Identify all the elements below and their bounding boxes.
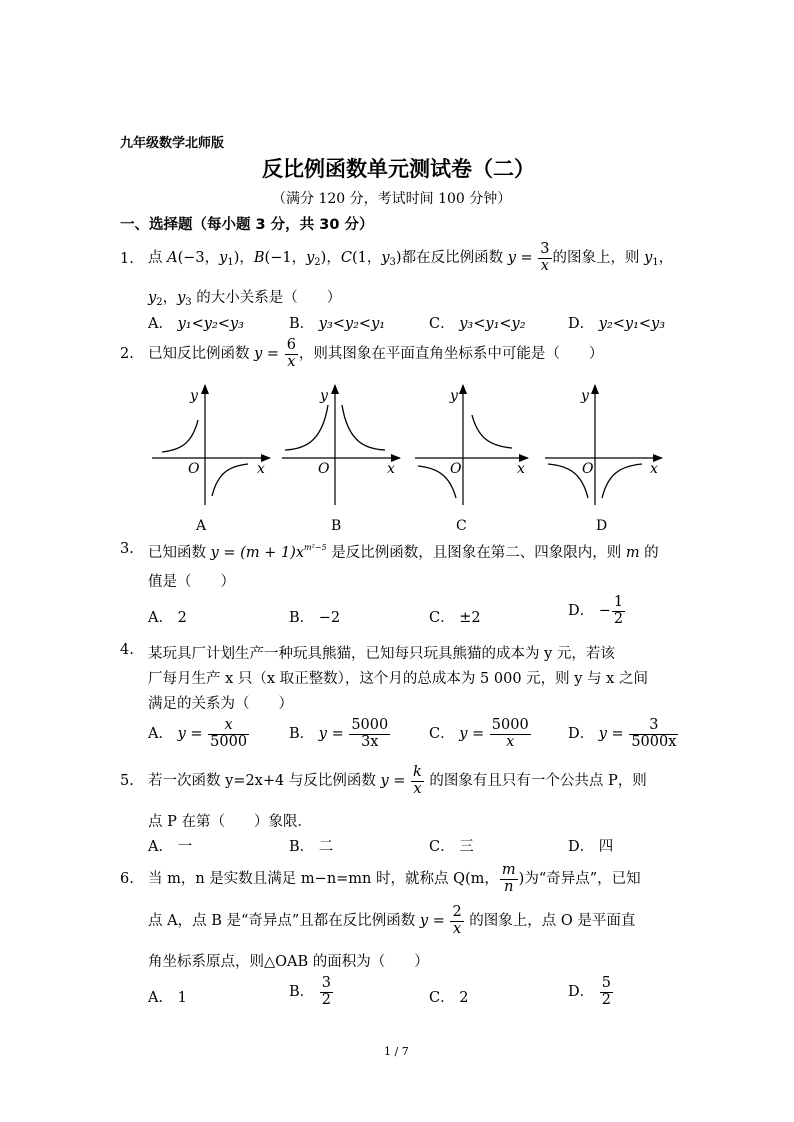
question-4-line-1: 某玩具厂计划生产一种玩具熊猫，已知每只玩具熊猫的成本为 y 元，若该 — [148, 646, 615, 662]
answer-graphs — [140, 380, 680, 540]
page-number: 1 / 7 — [384, 1045, 409, 1058]
question-6-number: 6. — [120, 871, 134, 887]
option-d[interactable]: D． 四 — [568, 839, 614, 855]
caption-a: A — [196, 518, 207, 534]
fraction-3-over-x: $\frac{3}{x}$ — [540, 241, 550, 274]
option-c[interactable]: C． 2 — [429, 990, 469, 1006]
svg-text:O: O — [450, 461, 462, 477]
option-c[interactable]: C． ±2 — [429, 610, 481, 626]
svg-text:x: x — [387, 461, 395, 477]
option-b[interactable]: B． −2 — [289, 610, 341, 626]
option-c[interactable]: C． 三 — [429, 839, 474, 855]
question-6-line-3: 角坐标系原点，则△OAB 的面积为（ ） — [148, 954, 429, 970]
option-b[interactable]: B． $\frac{3}{2}$ — [289, 975, 331, 1008]
svg-text:y: y — [581, 388, 589, 404]
svg-text:O: O — [188, 461, 200, 477]
question-5-line-2: 点 P 在第（ ）象限． — [148, 814, 312, 830]
question-4-number: 4. — [120, 642, 134, 658]
graph-a[interactable] — [152, 385, 270, 505]
question-4-line-2: 厂每月生产 x 只（x 取正整数），这个月的总成本为 5 000 元，则 y 与 x 之间 — [148, 671, 648, 687]
fraction-6-over-x: $\frac{6}{x}$ — [286, 337, 296, 370]
question-1-line-1: 点 A(−3，$y_1$)，B(−1，$y_2$)，C(1，$y_3$)都在反比例函数 y = $\frac{3}{x}$ 的图象上，则 $y_1$， — [148, 241, 674, 274]
graph-c[interactable] — [415, 385, 528, 505]
option-b[interactable]: B． y₃<y₂<y₁ — [289, 316, 386, 332]
exam-info: （满分 120 分，考试时间 100 分钟） — [272, 191, 512, 207]
option-a[interactable]: A． y₁<y₂<y₃ — [148, 316, 244, 332]
graph-b[interactable] — [282, 385, 400, 505]
option-a[interactable]: A． 2 — [148, 610, 187, 626]
question-3-line-2: 值是（ ） — [148, 574, 235, 590]
question-2-number: 2. — [120, 346, 134, 362]
option-b[interactable]: B． y = $\frac{5000}{3x}$ — [289, 717, 389, 750]
question-3-number: 3. — [120, 541, 134, 557]
question-5-number: 5. — [120, 773, 134, 789]
edition-label: 九年级数学北师版 — [120, 136, 225, 151]
option-d[interactable]: D． y₂<y₁<y₃ — [568, 316, 666, 332]
svg-text:x: x — [650, 461, 658, 477]
svg-text:x: x — [517, 461, 525, 477]
graph-d[interactable] — [545, 385, 662, 505]
question-5-line-1: 若一次函数 y=2x+4 与反比例函数 y = $\frac{k}{x}$ 的图象有且只有一个公共点 P，则 — [148, 764, 647, 797]
option-d[interactable]: D． y = $\frac{3}{5000x}$ — [568, 717, 677, 750]
fraction-k-over-x: $\frac{k}{x}$ — [413, 764, 422, 797]
caption-c: C — [456, 518, 467, 534]
caption-d: D — [596, 518, 608, 534]
option-c[interactable]: C． y = $\frac{5000}{x}$ — [429, 717, 529, 750]
question-1-number: 1. — [120, 251, 134, 267]
page-title: 反比例函数单元测试卷（二） — [262, 157, 535, 181]
option-d[interactable]: D． $\frac{5}{2}$ — [568, 975, 611, 1008]
option-c[interactable]: C． y₃<y₁<y₂ — [429, 316, 526, 332]
option-a[interactable]: A． y = $\frac{x}{5000}$ — [148, 717, 248, 750]
svg-text:y: y — [190, 388, 198, 404]
question-3-line-1: 已知函数 $y = (m + 1)x^{m^2-5}$ 是反比例函数，且图象在第二、四象限内，则 m 的 — [148, 543, 659, 561]
svg-text:y: y — [450, 388, 458, 404]
question-6-line-2: 点 A，点 B 是“奇异点”且都在反比例函数 y = $\frac{2}{x}$ 的图象上，点 O 是平面直 — [148, 904, 636, 937]
svg-text:O: O — [582, 461, 594, 477]
option-d[interactable]: D． − $\frac{1}{2}$ — [568, 594, 624, 627]
question-6-line-1: 当 m，n 是实数且满足 m−n=mn 时，就称点 Q(m， $\frac{m}{n}$ )为“奇异点”，已知 — [148, 862, 641, 895]
section-heading: 一、选择题（每小题 3 分，共 30 分） — [120, 217, 374, 233]
question-1-line-2: $y_2$，$y_3$ 的大小关系是（ ） — [148, 290, 342, 308]
option-a[interactable]: A． 一 — [148, 839, 193, 855]
svg-text:O: O — [318, 461, 330, 477]
svg-text:x: x — [257, 461, 265, 477]
question-2-text: 已知反比例函数 y = $\frac{6}{x}$ ，则其图象在平面直角坐标系中可能是（ ） — [148, 337, 604, 370]
svg-text:y: y — [320, 388, 328, 404]
caption-b: B — [331, 518, 342, 534]
option-b[interactable]: B． 二 — [289, 839, 334, 855]
question-4-line-3: 满足的关系为（ ） — [148, 696, 293, 712]
option-a[interactable]: A． 1 — [148, 990, 187, 1006]
